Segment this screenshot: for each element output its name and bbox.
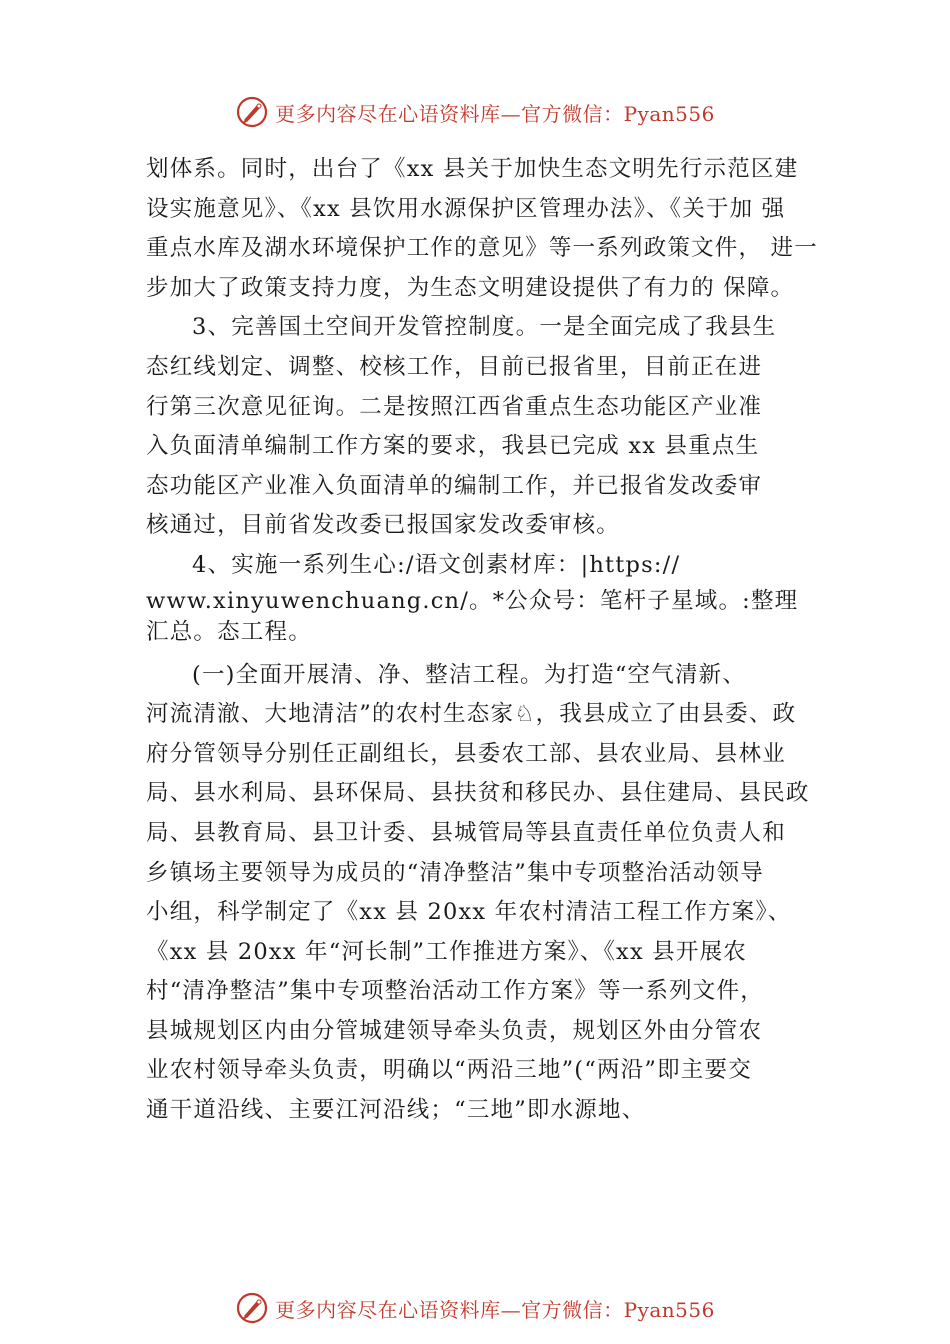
pen-seal-logo-icon xyxy=(235,1291,269,1325)
text-line: 4、实施一系列生心:/语文创素材库：|https:// xyxy=(192,551,681,578)
text-line: 局、县水利局、县环保局、县扶贫和移民办、县住建局、县民政 xyxy=(146,780,810,807)
text-line: 划体系。同时，出台了《xx 县关于加快生态文明先行示范区建 xyxy=(146,156,799,182)
text-line: 小组，科学制定了《xx 县 20xx 年农村清洁工程工作方案》、 xyxy=(146,899,792,926)
text-line: 核通过，目前省发改委已报国家发改委审核。 xyxy=(146,512,621,539)
text-line: 《xx 县 20xx 年“河长制”工作推进方案》、《xx 县开展农 xyxy=(146,938,747,965)
text-line: 入负面清单编制工作方案的要求，我县已完成 xx 县重点生 xyxy=(146,433,760,460)
text-line: 重点水库及湖水环境保护工作的意见》等一系列政策文件， 进一 xyxy=(146,235,818,262)
text-line: 县城规划区内由分管城建领导牵头负责，规划区外由分管农 xyxy=(146,1017,763,1044)
text-line: 汇总。态工程。 xyxy=(146,618,312,645)
footer-banner-text: 更多内容尽在心语资料库—官方微信：Pyan556 xyxy=(275,1297,715,1322)
text-line: 设实施意见》、《xx 县饮用水源保护区管理办法》、《关于加 强 xyxy=(146,195,786,222)
text-line: 乡镇场主要领导为成员的“清净整洁”集中专项整治活动领导 xyxy=(146,859,764,886)
text-line: 步加大了政策支持力度，为生态文明建设提供了有力的 保障。 xyxy=(146,274,795,301)
document-body xyxy=(146,150,846,1131)
text-line: 局、县教育局、县卫计委、县城管局等县直责任单位负责人和 xyxy=(146,819,786,846)
text-line: 态红线划定、调整、校核工作，目前已报省里，目前正在进 xyxy=(146,353,763,380)
text-line: 行第三次意见征询。二是按照江西省重点生态功能区产业准 xyxy=(146,393,763,420)
text-line: 通干道沿线、主要江河沿线；“三地”即水源地、 xyxy=(146,1097,646,1124)
text-line: 3、完善国土空间开发管控制度。一是全面完成了我县生 xyxy=(192,314,777,341)
text-line: 态功能区产业准入负面清单的编制工作，并已报省发改委审 xyxy=(146,472,763,499)
text-line: (一)全面开展清、净、整洁工程。为打造“空气清新、 xyxy=(192,661,747,688)
header-banner-text: 更多内容尽在心语资料库—官方微信：Pyan556 xyxy=(275,101,715,126)
pen-seal-logo-icon xyxy=(235,95,269,129)
text-line: 府分管领导分别任正副组长，县委农工部、县农业局、县林业 xyxy=(146,740,786,767)
text-line: 河流清澈、大地清洁”的农村生态家♘，我县成立了由县委、政 xyxy=(146,701,797,728)
footer-banner xyxy=(0,1288,950,1328)
header-banner xyxy=(0,92,950,132)
text-line: 业农村领导牵头负责，明确以“两沿三地”(“两沿”即主要交 xyxy=(146,1057,752,1084)
text-line: www.xinyuwenchuang.cn/。*公众号：笔杆子星域。:整理 xyxy=(146,587,799,614)
text-line: 村“清净整洁”集中专项整治活动工作方案》等一系列文件， xyxy=(146,978,764,1005)
